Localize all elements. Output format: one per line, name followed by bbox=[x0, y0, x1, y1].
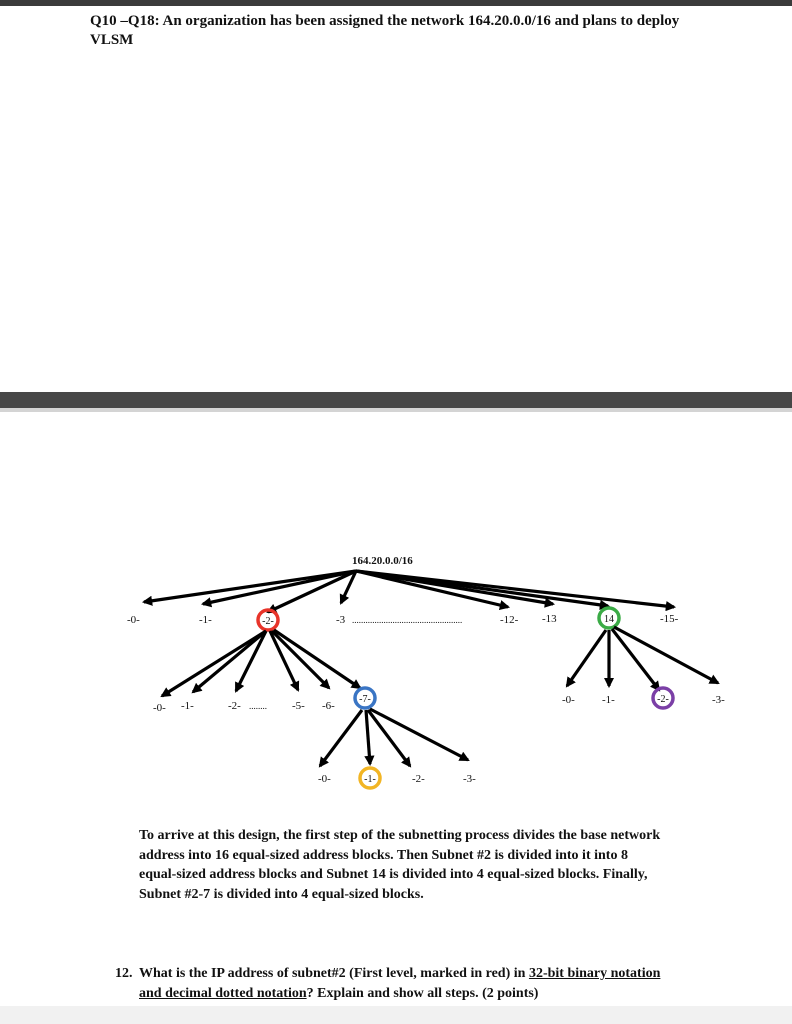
question-heading bbox=[90, 12, 730, 50]
level2-of-2-node-7: -7- bbox=[359, 694, 371, 705]
top-separator-bar bbox=[0, 0, 792, 6]
arrow-7-to-0 bbox=[320, 710, 362, 766]
arrow-root-to-15 bbox=[356, 571, 674, 607]
arrow-2-to-5 bbox=[270, 631, 298, 690]
level2-of-2-node-1: -1- bbox=[181, 700, 194, 712]
level3-of-7-node-1: -1- bbox=[364, 774, 376, 785]
arrow-14-to-0 bbox=[567, 630, 606, 686]
level3-of-7-node-0: -0- bbox=[318, 773, 331, 785]
description-line-2: address into 16 equal-sized address blocks. Then Subnet #2 is divided into it into 8 bbox=[139, 847, 628, 863]
page-separator-bar bbox=[0, 392, 792, 408]
arrow-14-to-3 bbox=[614, 627, 718, 683]
level3-of-7-node-3: -3- bbox=[463, 773, 476, 785]
underlined-binary-notation: 32-bit binary notation bbox=[528, 966, 661, 981]
level2-of-2-node-0: -0- bbox=[153, 702, 166, 714]
level2-of-2-node-6: -6- bbox=[322, 700, 335, 712]
arrow-7-to-1 bbox=[366, 710, 370, 764]
underlined-dotted-notation: and decimal dotted notation bbox=[139, 985, 307, 1001]
level1-node-1: -1- bbox=[199, 614, 212, 626]
level1-node-3: -3 bbox=[336, 614, 346, 626]
level1-node-15: -15- bbox=[660, 613, 679, 625]
description-line-1: To arrive at this design, the first step of the subnetting process divides the base network bbox=[139, 828, 661, 843]
root-network-label: 164.20.0.0/16 bbox=[352, 555, 413, 567]
question-number: 12. bbox=[115, 966, 133, 981]
level1-ellipsis: ................................................. bbox=[352, 615, 463, 625]
page-bottom-shade bbox=[0, 1006, 792, 1024]
question-12 bbox=[115, 964, 755, 1003]
level2-of-2-node-5: -5- bbox=[292, 700, 305, 712]
level2-of-14-node-0: -0- bbox=[562, 694, 575, 706]
level1-node-12: -12- bbox=[500, 614, 519, 626]
level2-of-14-node-2: -2- bbox=[657, 694, 669, 705]
level3-of-7-node-2: -2- bbox=[412, 773, 425, 785]
heading-line-2: VLSM bbox=[90, 32, 134, 48]
level2-of-2-ellipsis: ........ bbox=[249, 701, 267, 711]
level1-node-13: -13 bbox=[542, 613, 557, 625]
level2-of-14-node-3: -3- bbox=[712, 694, 725, 706]
vlsm-subnet-tree-diagram bbox=[0, 540, 792, 800]
level1-node-0: -0- bbox=[127, 614, 140, 626]
level2-of-14-node-1: -1- bbox=[602, 694, 615, 706]
arrow-2-to-7 bbox=[274, 630, 360, 688]
description-line-4: Subnet #2-7 is divided into 4 equal-sized blocks. bbox=[139, 886, 424, 902]
arrow-root-to-1 bbox=[203, 571, 356, 604]
question-text-a: What is the IP address of subnet#2 (First level, marked in red) in bbox=[139, 966, 529, 981]
level1-node-2: -2- bbox=[262, 616, 274, 627]
question-line-1 bbox=[115, 964, 755, 984]
question-line-2 bbox=[115, 984, 755, 1004]
question-text-b: ? Explain and show all steps. (2 points) bbox=[306, 985, 539, 1001]
heading-line-1: Q10 –Q18: An organization has been assigned the network 164.20.0.0/16 and plans to deploy bbox=[90, 13, 680, 29]
description-line-3: equal-sized address blocks and Subnet 14 is divided into 4 equal-sized blocks. Finally, bbox=[139, 867, 648, 882]
level1-node-14: 14 bbox=[604, 614, 614, 625]
page-separator-shadow bbox=[0, 408, 792, 412]
design-description-paragraph bbox=[139, 826, 739, 904]
arrow-2-to-1 bbox=[193, 631, 266, 692]
level2-of-2-node-2: -2- bbox=[228, 700, 241, 712]
